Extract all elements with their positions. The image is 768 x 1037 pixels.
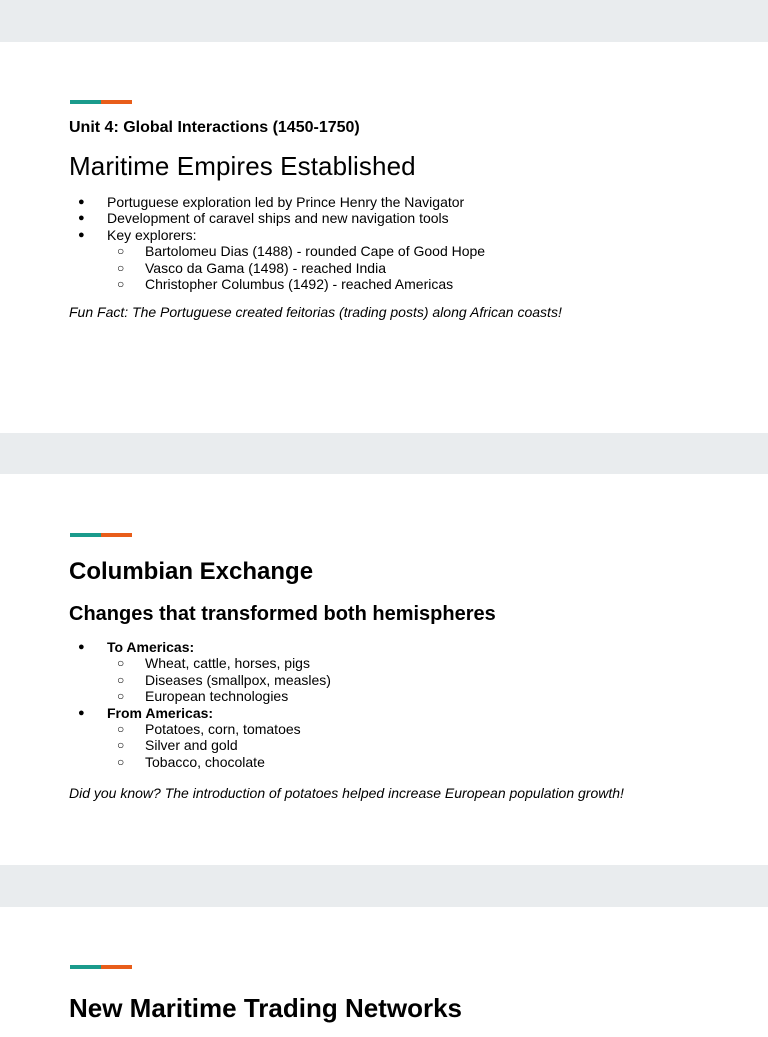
accent-orange-segment <box>101 100 132 104</box>
list-item-label: Key explorers: <box>107 226 197 243</box>
accent-teal-segment <box>70 100 101 104</box>
slide-title: Maritime Empires Established <box>69 151 416 181</box>
fun-fact-note: Fun Fact: The Portuguese created feitorias (trading posts) along African coasts! <box>69 304 562 320</box>
sub-list-item: ○ European technologies <box>107 688 331 704</box>
bullet-list <box>69 194 485 292</box>
list-item <box>69 705 331 771</box>
list-item <box>69 639 331 705</box>
accent-orange-segment <box>101 533 132 537</box>
accent-teal-segment <box>70 533 101 537</box>
sub-list-item: ○ Diseases (smallpox, measles) <box>107 672 331 688</box>
accent-bar <box>70 533 132 537</box>
accent-orange-segment <box>101 965 132 969</box>
sub-list-item: ○ Tobacco, chocolate <box>107 754 331 770</box>
list-item: ● Development of caravel ships and new navigation tools <box>69 210 485 226</box>
sub-list-item: ○ Vasco da Gama (1498) - reached India <box>107 260 485 276</box>
accent-bar <box>70 100 132 104</box>
sub-list-item: ○ Christopher Columbus (1492) - reached Americas <box>107 276 485 292</box>
accent-bar <box>70 965 132 969</box>
list-item: ● Portuguese exploration led by Prince Henry the Navigator <box>69 194 485 210</box>
sub-list-item: ○ Silver and gold <box>107 737 331 753</box>
slide-columbian-exchange <box>0 474 768 865</box>
did-you-know-note: Did you know? The introduction of potatoes helped increase European population growth! <box>69 785 624 801</box>
unit-label: Unit 4: Global Interactions (1450-1750) <box>69 119 360 136</box>
accent-teal-segment <box>70 965 101 969</box>
slide-maritime-empires <box>0 42 768 433</box>
list-item <box>69 227 485 293</box>
bullet-list <box>69 639 331 770</box>
slide-title: Columbian Exchange <box>69 558 314 585</box>
slide-subtitle: Changes that transformed both hemispheres <box>69 603 496 625</box>
slide-trading-networks <box>0 907 768 1037</box>
sub-list-item: ○ Potatoes, corn, tomatoes <box>107 721 331 737</box>
group-label-from-americas: From Americas: <box>107 704 214 721</box>
sub-list-item: ○ Wheat, cattle, horses, pigs <box>107 655 331 671</box>
sub-list-item: ○ Bartolomeu Dias (1488) - rounded Cape of Good Hope <box>107 243 485 259</box>
group-label-to-americas: To Americas: <box>107 639 195 655</box>
slide-title: New Maritime Trading Networks <box>69 993 462 1023</box>
